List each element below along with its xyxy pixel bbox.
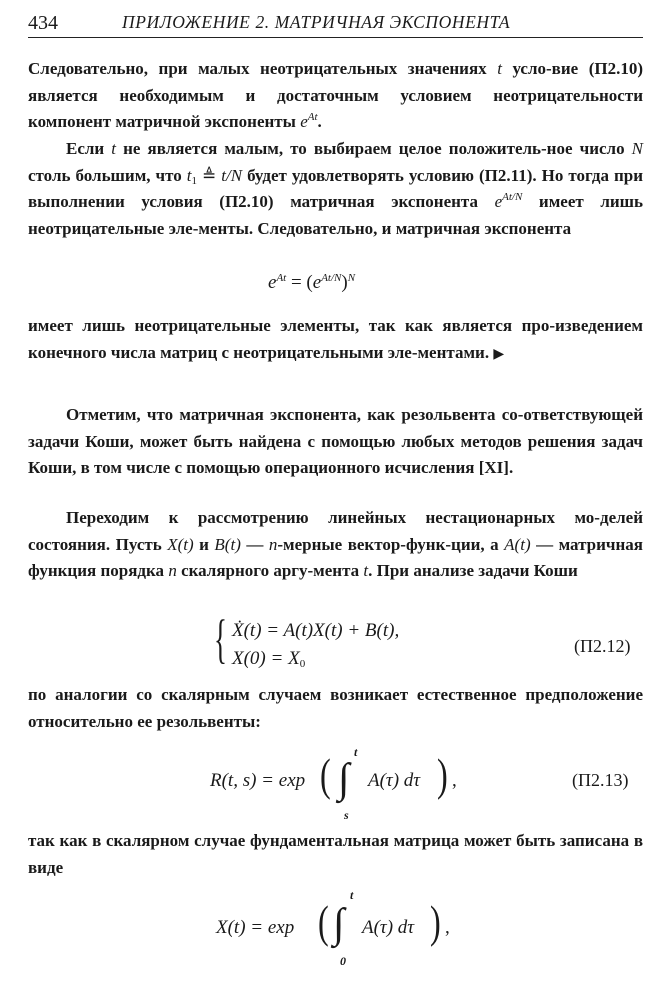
right-paren: ) xyxy=(430,896,441,947)
paragraph-1: Следовательно, при малых неотрицательных значениях t усло-вие (П2.10) является необходимым и достаточным условием неотрицательности компонент матричной экспоненты $e^{At}$. xyxy=(28,59,644,131)
equation-comma: , xyxy=(445,917,450,938)
end-of-proof-icon: ▶ xyxy=(493,346,505,362)
paragraph-7: так как в скалярном случае фундаментальная матрица может быть записана в виде xyxy=(28,831,643,877)
fundamental-lhs: X(t) = exp xyxy=(216,917,295,938)
left-paren: ( xyxy=(320,749,331,800)
equation-exponent-power: $e^{At} = (e^{At/N})^N$ xyxy=(268,272,356,293)
integral-sign: ∫ xyxy=(338,756,350,802)
integral-lower-limit: 0 xyxy=(340,954,346,968)
left-paren: ( xyxy=(318,896,329,947)
integral-lower-limit: s xyxy=(344,808,349,822)
equation-number-p2-12: (П2.12) xyxy=(574,636,631,656)
paragraph-5: Переходим к рассмотрению линейных нестационарных мо-делей состояния. Пусть X(t) и B(t) — n-мерные вектор-функ-ции, а A(t) — матричная функция порядка n скалярного аргу-мента t. При анализе задачи Коши xyxy=(28,508,644,580)
equation-comma: , xyxy=(452,770,457,791)
integral-upper-limit: t xyxy=(350,888,354,902)
integral-upper-limit: t xyxy=(354,745,358,759)
paragraph-2: Если t не является малым, то выбираем целое положитель-ное число N столь большим, что $t_1$ ≜ t/N будет удовлетворять условию (П2.11). Но тогда при выполнении условия (П2.10) матричная экспонента $e^{At/N}$ имеет лишь неотрицательные эле-менты. Следовательно, и матричная экспонента xyxy=(28,139,643,238)
equation-line-2: $X(0) = X_0$ xyxy=(232,648,306,670)
paragraph-4: Отметим, что матричная экспонента, как резольвента со-ответствующей задачи Коши, может быть найдена с помощью любых методов решения задач Коши, в том числе с помощью операционного исчисления [XI]. xyxy=(28,405,643,477)
page-number: 434 xyxy=(28,12,58,34)
running-title: ПРИЛОЖЕНИЕ 2. МАТРИЧНАЯ ЭКСПОНЕНТА xyxy=(122,12,511,32)
page-header xyxy=(28,9,643,38)
integral-sign: ∫ xyxy=(333,901,345,947)
resolvent-lhs: R(t, s) = exp xyxy=(210,770,306,791)
integrand: A(τ) dτ xyxy=(362,917,415,938)
right-paren: ) xyxy=(437,749,448,800)
paragraph-3: имеет лишь неотрицательные элементы, так как является про-изведением конечного числа матриц с неотрицательными эле-ментами. ▶ xyxy=(28,316,643,362)
equation-line-1: Ẋ(t) = A(t)X(t) + B(t), xyxy=(232,620,400,641)
left-brace: { xyxy=(214,609,227,669)
paragraph-6: по аналогии со скалярным случаем возникает естественное предположение относительно ее резольвенты: xyxy=(28,685,643,731)
equation-number-p2-13: (П2.13) xyxy=(572,770,629,790)
integrand: A(τ) dτ xyxy=(368,770,421,791)
